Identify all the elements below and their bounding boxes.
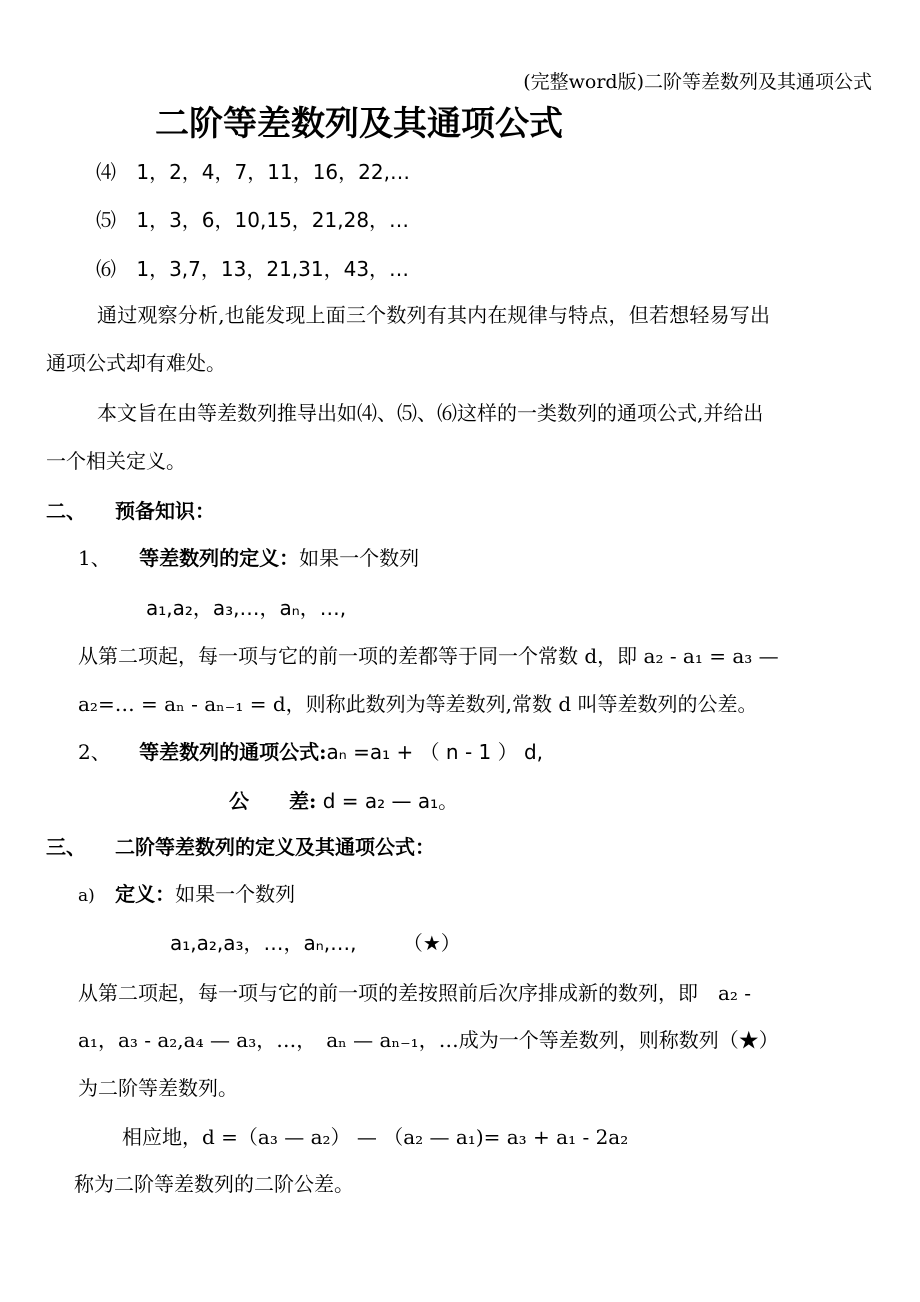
item-a-line-2: a₁，a₃ - a₂,a₄ — a₃，…， aₙ — aₙ₋₁，…成为一个等差数列，则称数列（★） bbox=[78, 1028, 779, 1052]
item-number: 2、 bbox=[78, 740, 111, 764]
general-term-formula: aₙ =a₁ + （ n - 1 ） d, bbox=[326, 740, 544, 764]
paragraph-1-line-2: 通项公式却有难处。 bbox=[46, 351, 226, 375]
sequence-terms: 1，3,7，13，21,31，43，… bbox=[136, 257, 410, 281]
section-number: 二、 bbox=[46, 499, 86, 523]
item-number: 1、 bbox=[78, 546, 111, 570]
running-header: (完整word版)二阶等差数列及其通项公式 bbox=[523, 71, 872, 93]
difference-formula: d = a₂ — a₁。 bbox=[322, 789, 459, 813]
item-text: 如果一个数列 bbox=[175, 882, 296, 906]
sequence-terms: 1，3，6，10,15，21,28，… bbox=[136, 208, 410, 232]
second-order-difference-formula: 相应地，d =（a₃ — a₂） — （a₂ — a₁)= a₃ + a₁ - 2a₂ bbox=[122, 1125, 629, 1149]
sequence-label: ⑷ bbox=[96, 160, 116, 184]
paragraph-2-line-1: 本文旨在由等差数列推导出如⑷、⑸、⑹这样的一类数列的通项公式,并给出 bbox=[97, 401, 764, 425]
item-head: 等差数列的通项公式: bbox=[139, 740, 327, 764]
section-2-heading bbox=[46, 499, 215, 523]
arithmetic-sequence: a₁,a₂，a₃,…，aₙ，…, bbox=[146, 596, 347, 620]
paragraph-2-line-2: 一个相关定义。 bbox=[46, 449, 186, 473]
sequence-terms: a₁,a₂,a₃，…，aₙ,…, bbox=[170, 931, 357, 955]
item-number: a) bbox=[78, 886, 95, 906]
item-text: 如果一个数列 bbox=[299, 546, 420, 570]
sequence-label: ⑸ bbox=[96, 208, 116, 232]
star-marker: （★） bbox=[402, 931, 461, 955]
page-title: 二阶等差数列及其通项公式 bbox=[155, 104, 563, 144]
common-difference bbox=[229, 789, 458, 813]
section-3-heading bbox=[46, 835, 435, 859]
sequence-terms: 1，2，4，7，11，16，22,… bbox=[136, 160, 410, 184]
sequence-5 bbox=[96, 208, 409, 232]
item-head: 定义： bbox=[115, 882, 176, 906]
section-number: 三、 bbox=[46, 835, 86, 859]
item-1-heading bbox=[78, 546, 419, 570]
second-order-sequence bbox=[170, 931, 461, 955]
item-a-heading bbox=[78, 882, 295, 908]
item-a-line-5: 称为二阶等差数列的二阶公差。 bbox=[74, 1172, 354, 1196]
difference-label: 公 差: bbox=[229, 789, 317, 813]
item-a-line-3: 为二阶等差数列。 bbox=[78, 1076, 238, 1100]
sequence-label: ⑹ bbox=[96, 257, 116, 281]
sequence-4 bbox=[96, 160, 410, 184]
sequence-6 bbox=[96, 257, 409, 281]
item-1-line-2: a₂=… = aₙ - aₙ₋₁ = d，则称此数列为等差数列,常数 d 叫等差数列的公差。 bbox=[78, 692, 758, 716]
section-title: 预备知识： bbox=[114, 499, 215, 523]
item-head: 等差数列的定义： bbox=[139, 546, 300, 570]
item-2-heading bbox=[78, 740, 543, 764]
item-1-line-1: 从第二项起，每一项与它的前一项的差都等于同一个常数 d，即 a₂ - a₁ = a₃ — bbox=[78, 644, 779, 668]
paragraph-1-line-1: 通过观察分析,也能发现上面三个数列有其内在规律与特点，但若想轻易写出 bbox=[97, 303, 771, 327]
section-title: 二阶等差数列的定义及其通项公式： bbox=[114, 835, 435, 859]
item-a-line-1: 从第二项起，每一项与它的前一项的差按照前后次序排成新的数列，即 a₂ - bbox=[78, 981, 752, 1005]
